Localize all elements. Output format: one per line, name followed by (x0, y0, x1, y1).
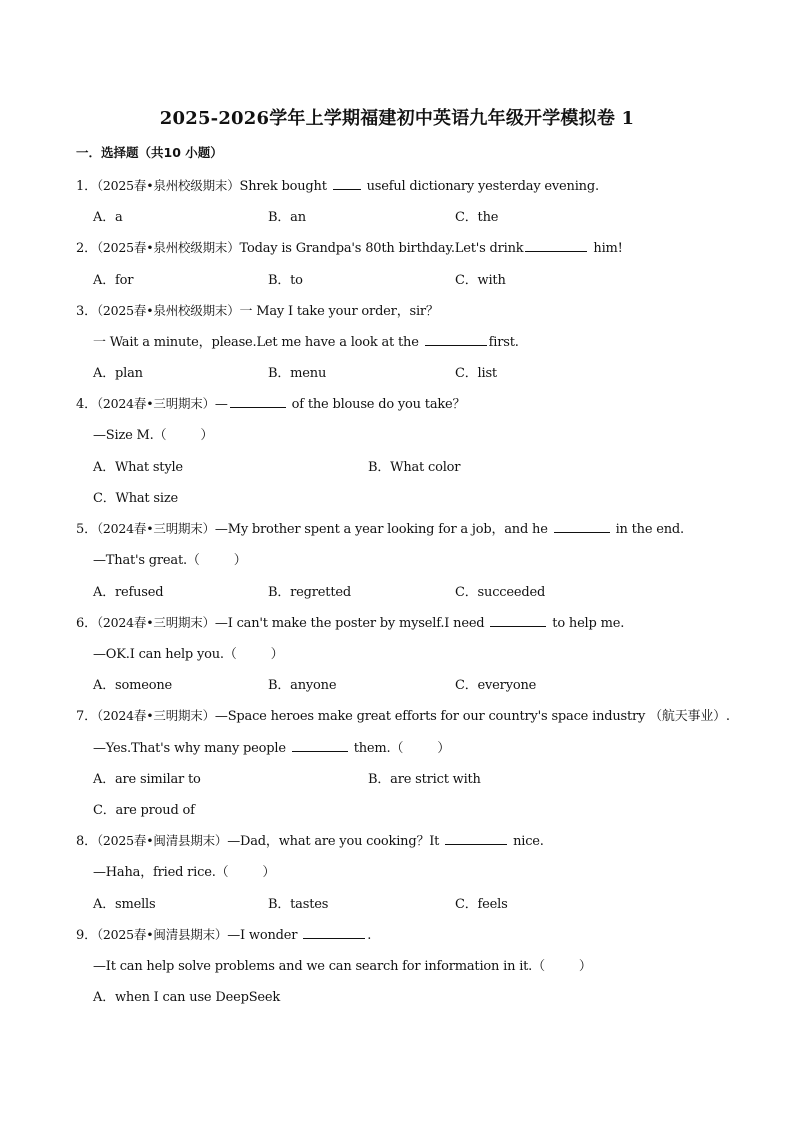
question-6: 6．（2024春•三明期末）—I can't make the poster by myself.I need to help me. (76, 615, 625, 631)
q8-option-b[interactable]: B．tastes (268, 897, 329, 912)
answer-blank[interactable] (425, 333, 487, 346)
q7-option-a[interactable]: A．are similar to (93, 772, 201, 787)
page-title: 2025-2026学年上学期福建初中英语九年级开学模拟卷 1 (159, 108, 635, 129)
q5-option-c[interactable]: C．succeeded (455, 585, 546, 600)
q4-option-b[interactable]: B．What color (368, 460, 461, 475)
question-8: 8．（2025春•闽清县期末）—Dad，what are you cooking？It nice. (76, 833, 544, 849)
q3-option-b[interactable]: B．menu (268, 366, 327, 381)
question-5-line-2: —That's great.（ ） (93, 553, 247, 568)
question-1: 1．（2025春•泉州校级期末）Shrek bought useful dictionary yesterday evening. (76, 178, 599, 194)
answer-blank[interactable] (490, 614, 546, 627)
question-4-line-2: —Size M.（ ） (93, 428, 214, 443)
q5-option-a[interactable]: A．refused (93, 585, 164, 600)
q2-option-b[interactable]: B．to (268, 273, 303, 288)
question-6-line-2: —OK.I can help you.（ ） (93, 647, 284, 662)
answer-blank[interactable] (445, 832, 507, 845)
q4-option-c[interactable]: C．What size (93, 491, 178, 506)
q1-option-a[interactable]: A．a (93, 210, 123, 225)
question-2: 2．（2025春•泉州校级期末）Today is Grandpa's 80th birthday.Let's drink him! (76, 240, 623, 256)
question-9: 9．（2025春•闽清县期末）—I wonder . (76, 927, 372, 943)
question-3: 3．（2025春•泉州校级期末）一 May I take your order，sir？ (76, 303, 439, 319)
answer-blank[interactable] (303, 926, 365, 939)
q6-option-b[interactable]: B．anyone (268, 678, 337, 693)
answer-blank[interactable] (230, 395, 286, 408)
section-heading: 一．选择题（共10 小题） (76, 145, 223, 160)
question-8-line-2: —Haha，fried rice.（ ） (93, 865, 276, 880)
q7-option-c[interactable]: C．are proud of (93, 803, 195, 818)
q2-option-c[interactable]: C．with (455, 273, 506, 288)
q2-option-a[interactable]: A．for (93, 273, 134, 288)
q1-option-b[interactable]: B．an (268, 210, 306, 225)
answer-blank[interactable] (525, 239, 587, 252)
question-7: 7．（2024春•三明期末）—Space heroes make great efforts for our country's space industry （航天事业）. (76, 708, 730, 724)
q3-option-a[interactable]: A．plan (93, 366, 143, 381)
q5-option-b[interactable]: B．regretted (268, 585, 351, 600)
answer-blank[interactable] (292, 739, 348, 752)
answer-blank[interactable] (333, 177, 361, 190)
q8-option-a[interactable]: A．smells (93, 897, 156, 912)
q7-option-b[interactable]: B．are strict with (368, 772, 481, 787)
question-5: 5．（2024春•三明期末）—My brother spent a year looking for a job，and he in the end. (76, 521, 684, 537)
q1-option-c[interactable]: C．the (455, 210, 499, 225)
answer-blank[interactable] (554, 520, 610, 533)
question-4: 4．（2024春•三明期末）— of the blouse do you take？ (76, 396, 466, 412)
question-7-line-2: —Yes.That's why many people them.（ ） (93, 741, 451, 756)
question-9-line-2: —It can help solve problems and we can search for information in it.（ ） (93, 959, 592, 974)
q9-option-a[interactable]: A．when I can use DeepSeek (93, 990, 281, 1005)
q6-option-a[interactable]: A．someone (93, 678, 172, 693)
q3-option-c[interactable]: C．list (455, 366, 497, 381)
question-3-line-2: 一 Wait a minute，please.Let me have a look at the first. (93, 335, 519, 350)
q4-option-a[interactable]: A．What style (93, 460, 183, 475)
q6-option-c[interactable]: C．everyone (455, 678, 537, 693)
q8-option-c[interactable]: C．feels (455, 897, 508, 912)
